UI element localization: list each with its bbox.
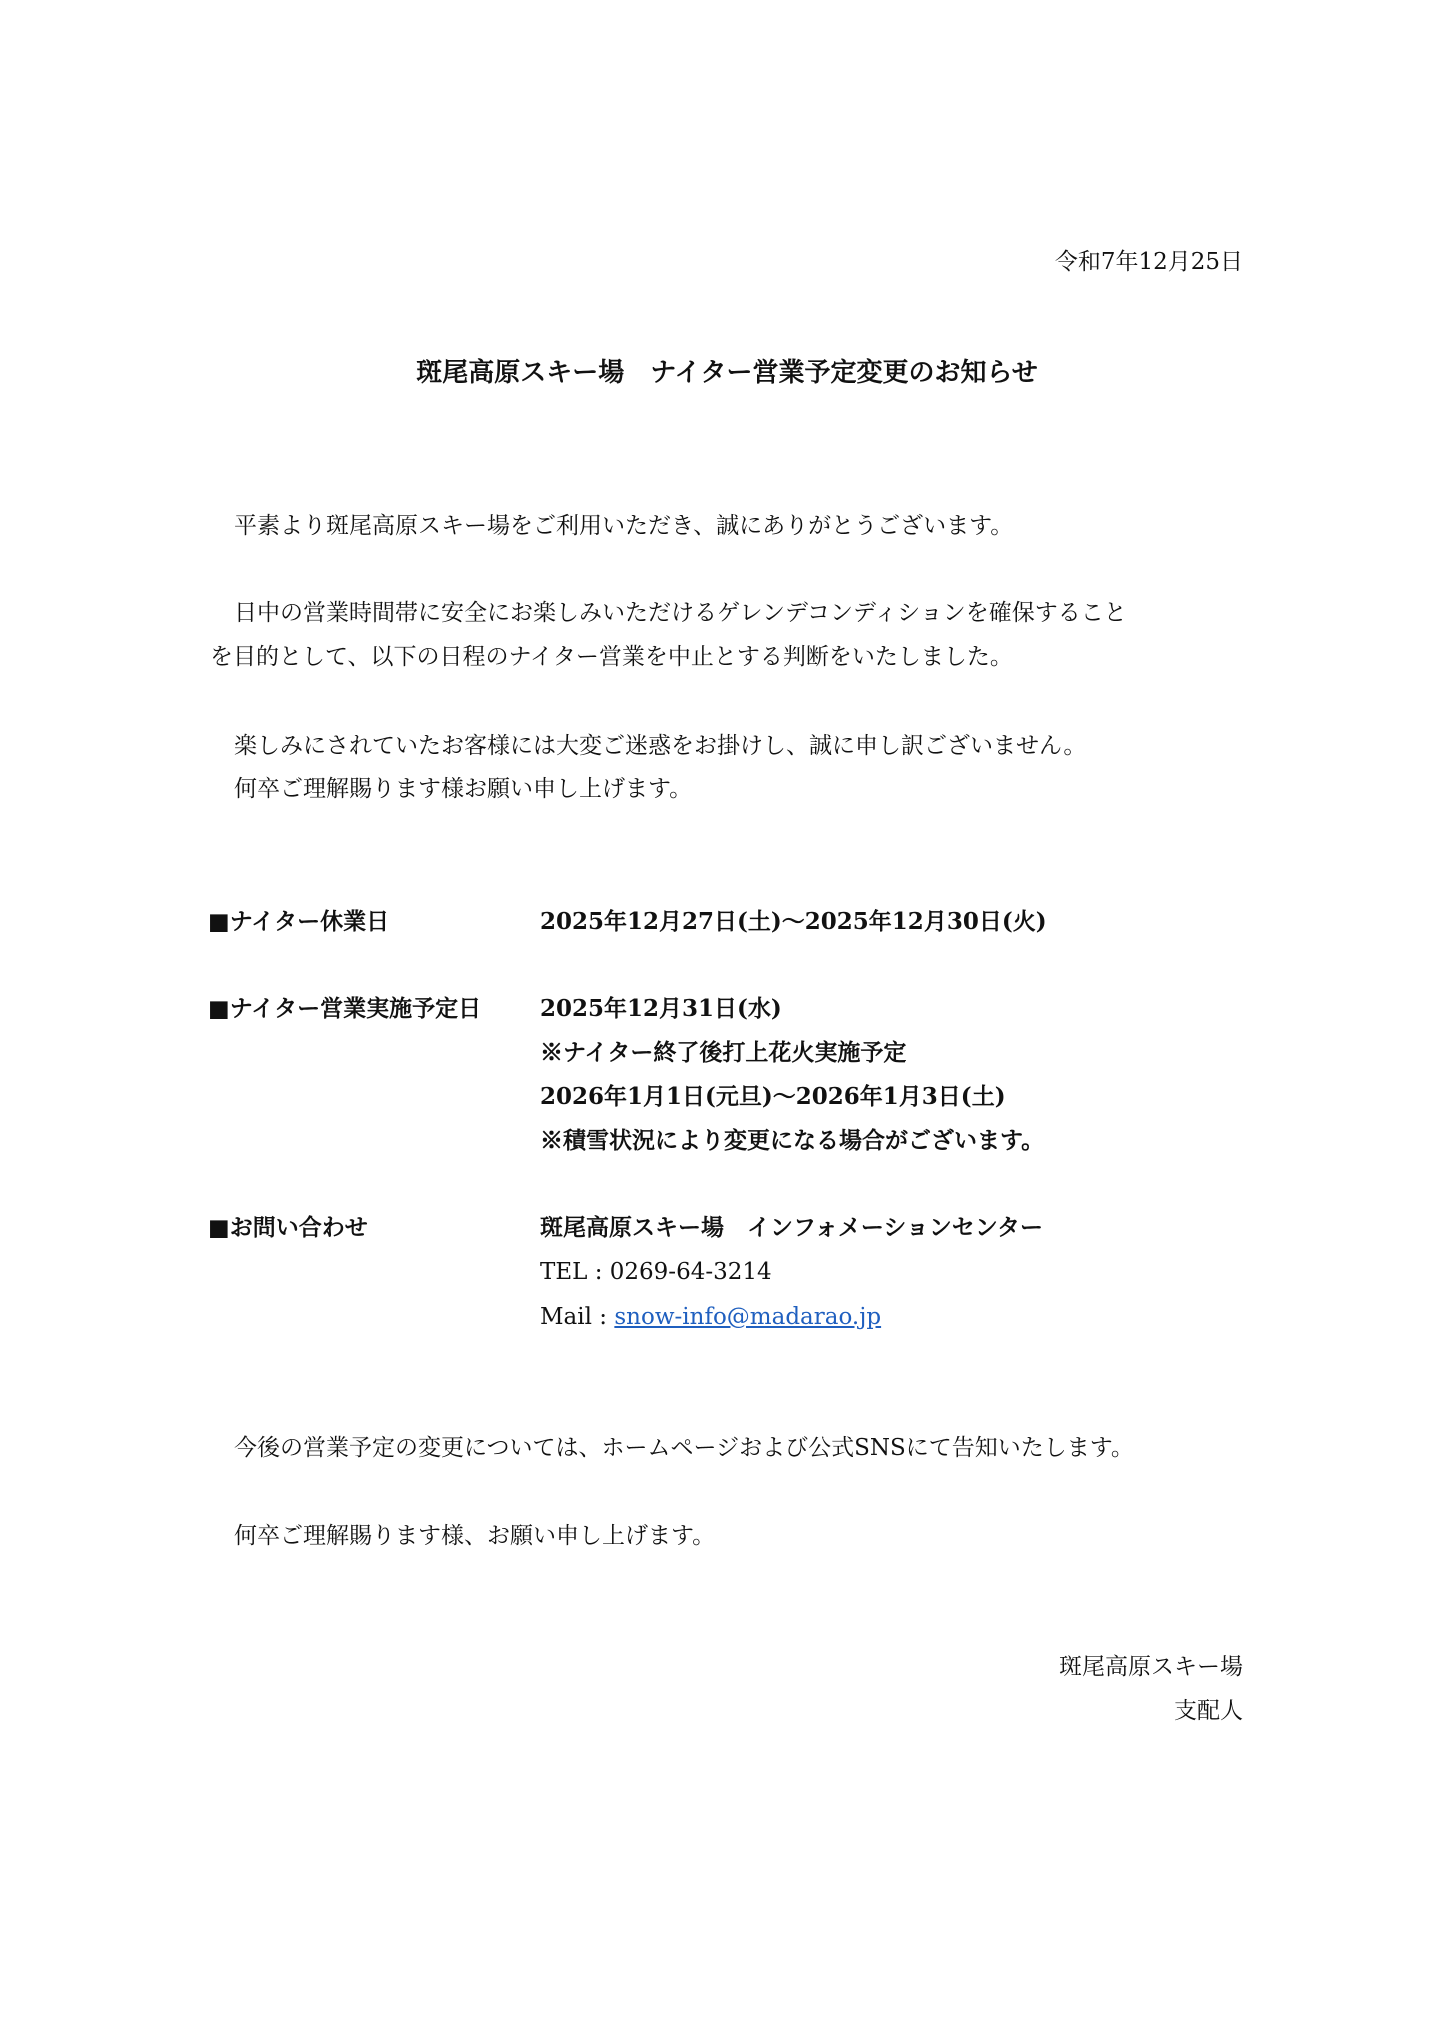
reason-text-line1: 日中の営業時間帯に安全にお楽しみいただけるゲレンデコンディションを確保すること (234, 600, 1127, 626)
greeting-text: 平素より斑尾高原スキー場をご利用いただき、誠にありがとうございます。 (234, 513, 1014, 539)
reason-text-line2: を目的として、以下の日程のナイター営業を中止とする判断をいたしました。 (210, 644, 1013, 670)
open-days-line1: 2025年12月31日(水) (540, 995, 782, 1022)
open-days-line3: 2026年1月1日(元旦)～2026年1月3日(土) (540, 1083, 1006, 1110)
contact-mail (540, 1302, 881, 1332)
open-days-line4: ※積雪状況により変更になる場合がございます。 (540, 1127, 1045, 1154)
document-title: 斑尾高原スキー場 ナイター営業予定変更のお知らせ (416, 358, 1038, 388)
contact-name: 斑尾高原スキー場 インフォメーションセンター (540, 1214, 1044, 1241)
closed-days-label: ■ナイター休業日 (208, 908, 390, 935)
contact-tel: TEL : 0269-64-3214 (540, 1259, 772, 1285)
apology-text-line1: 楽しみにされていたお客様には大変ご迷惑をお掛けし、誠に申し訳ございません。 (234, 733, 1087, 759)
apology-text-line2: 何卒ご理解賜ります様お願い申し上げます。 (234, 776, 693, 802)
closing-text-line1: 今後の営業予定の変更については、ホームページおよび公式SNSにて告知いたします。 (234, 1435, 1134, 1461)
closing-text-line2: 何卒ご理解賜ります様、お願い申し上げます。 (234, 1523, 716, 1549)
open-days-label: ■ナイター営業実施予定日 (208, 995, 482, 1022)
closed-days-value: 2025年12月27日(土)～2025年12月30日(火) (540, 908, 1047, 935)
contact-label: ■お問い合わせ (208, 1214, 368, 1241)
mail-prefix: Mail : (540, 1304, 615, 1330)
signature-org: 斑尾高原スキー場 (1059, 1654, 1243, 1680)
signature-role: 支配人 (1174, 1698, 1243, 1724)
open-days-line2: ※ナイター終了後打上花火実施予定 (540, 1039, 907, 1066)
document-date: 令和7年12月25日 (1054, 249, 1243, 275)
mail-link[interactable]: snow-info@madarao.jp (614, 1304, 882, 1330)
